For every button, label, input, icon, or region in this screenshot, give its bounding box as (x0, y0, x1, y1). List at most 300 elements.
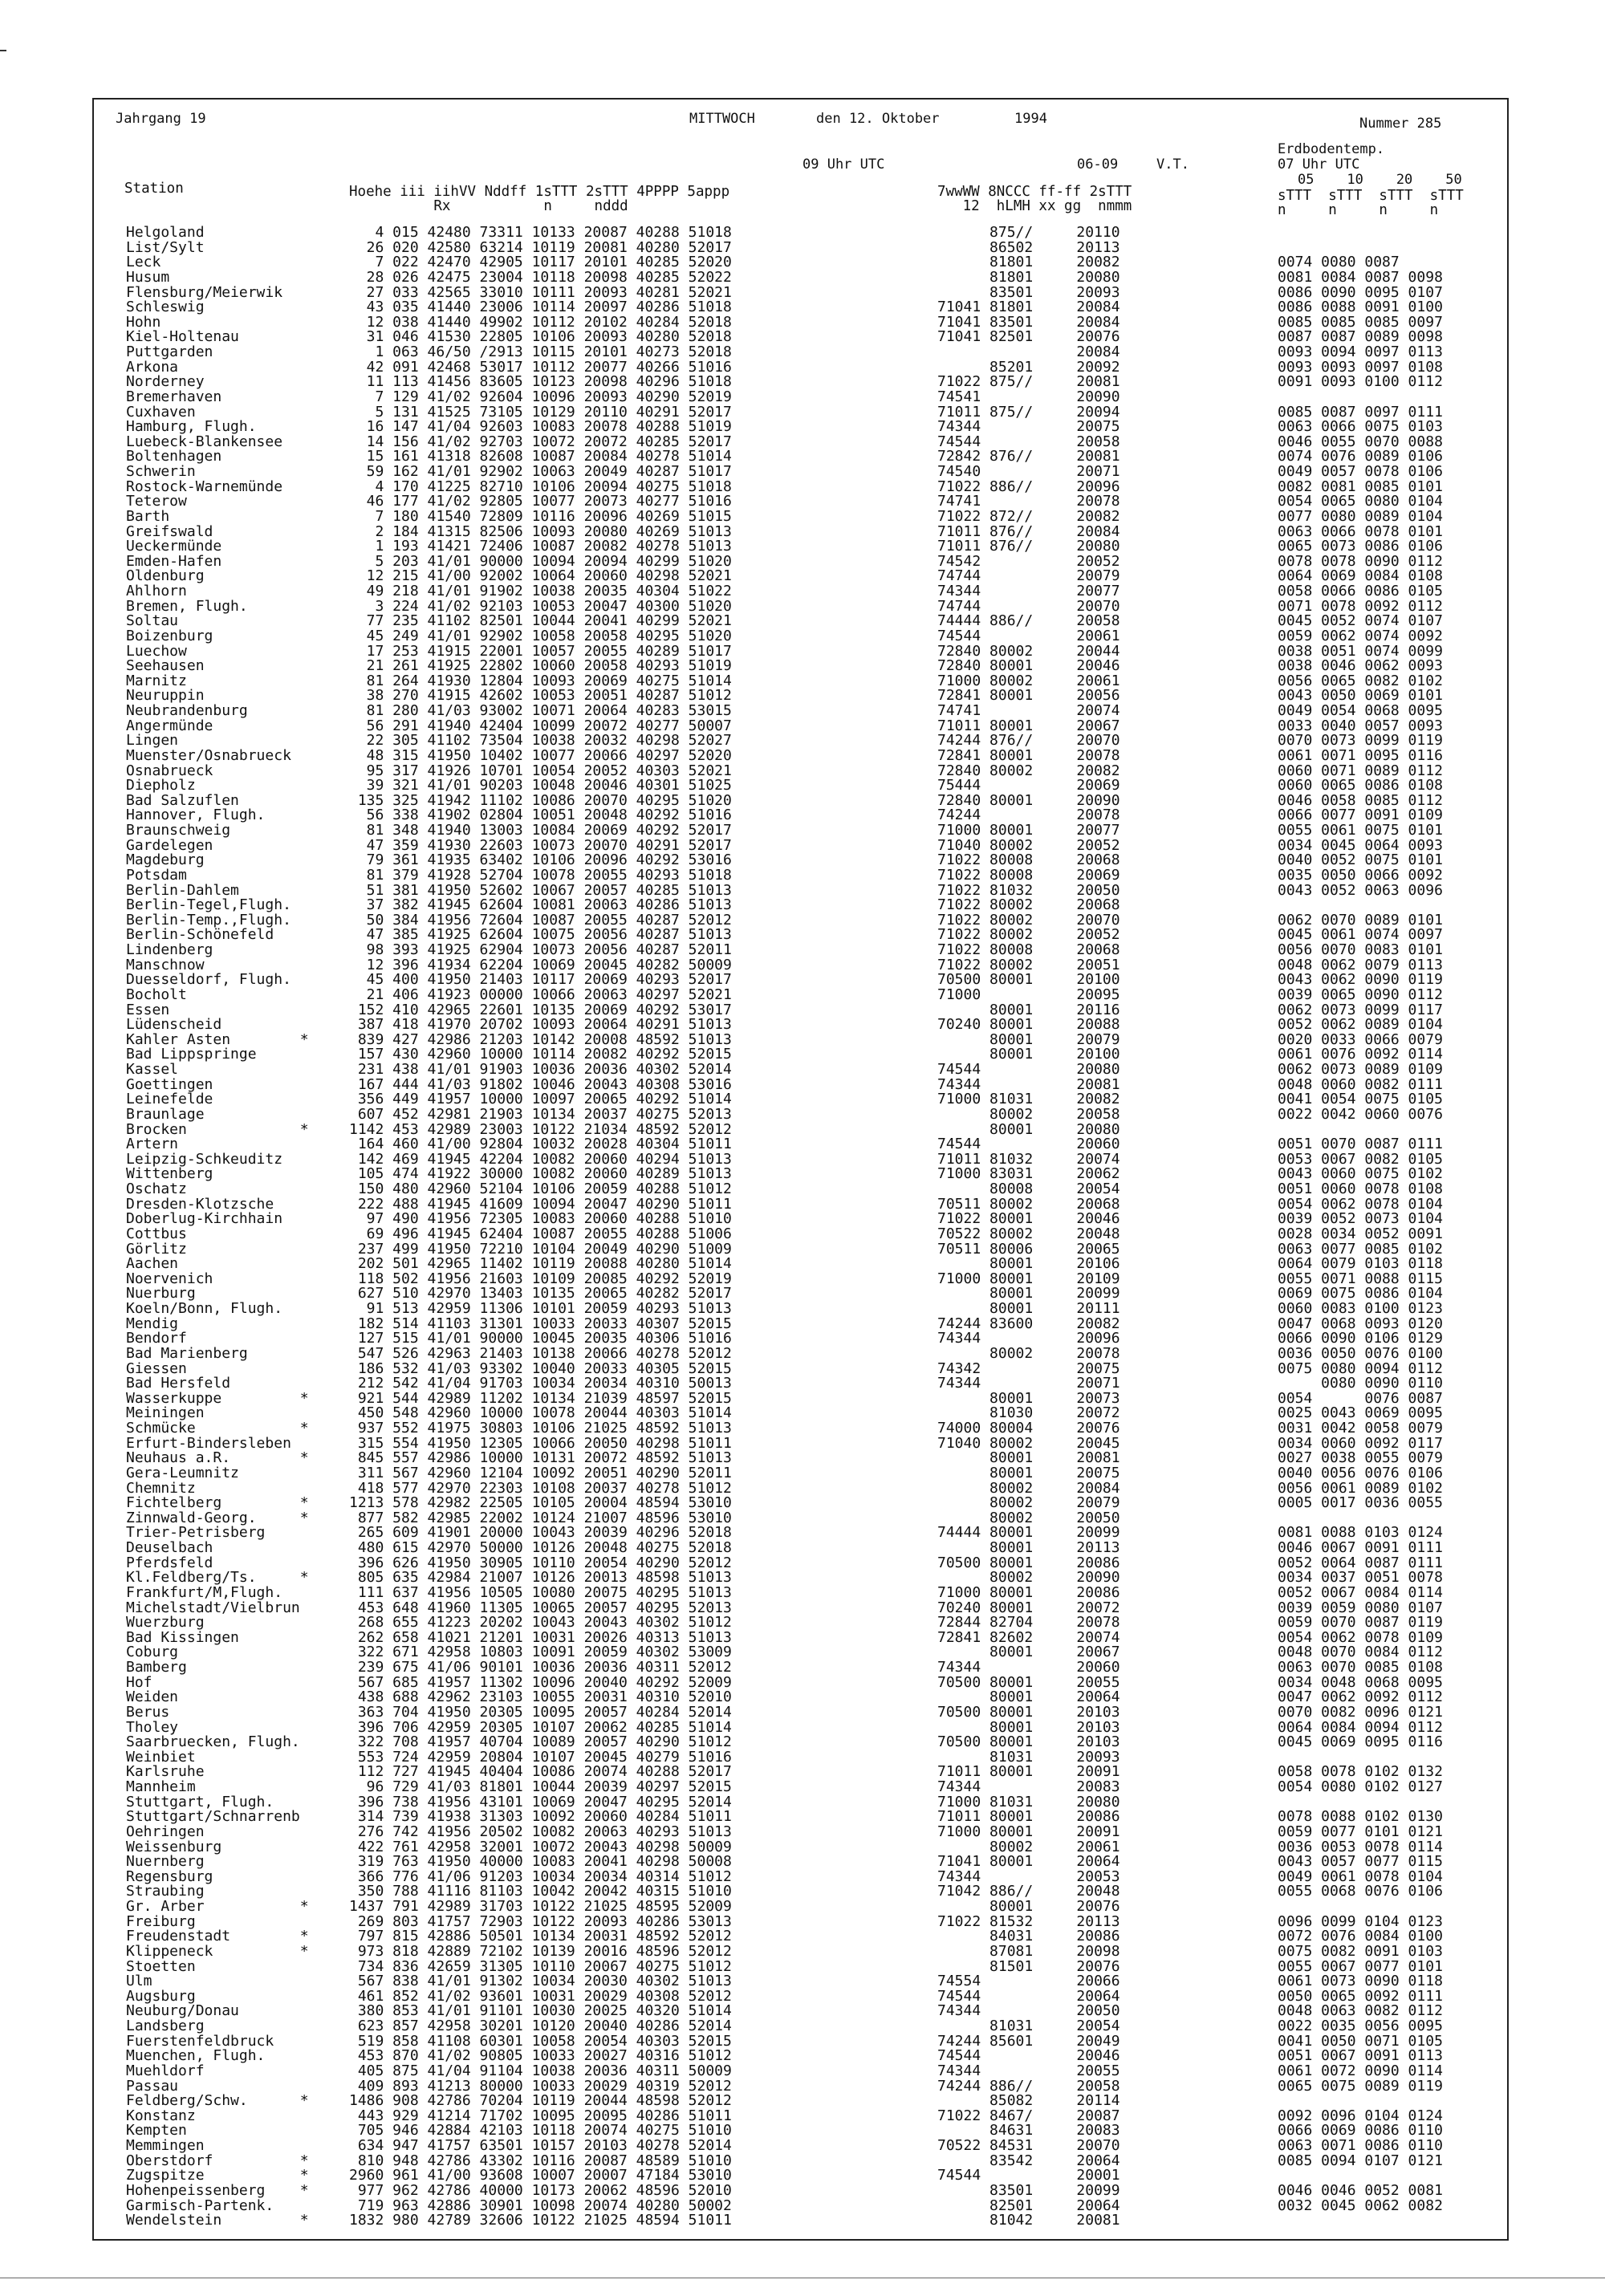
station-observation: 46 177 41/02 92805 10077 20073 40277 51016 (349, 493, 732, 510)
station-observation: 553 724 42959 20804 10107 20045 40279 51016 (349, 1748, 732, 1766)
station-weather: 74544 20058 (937, 433, 1120, 450)
station-weather: 71000 80001 20077 (937, 822, 1120, 839)
station-weather: 71041 83501 20084 (937, 313, 1120, 331)
station-name: Lüdenscheid (126, 1016, 222, 1034)
station-soil-temps: 0040 0056 0076 0106 (1278, 1464, 1443, 1481)
station-observation: 81 379 41928 52704 10078 20055 40293 51018 (349, 866, 732, 884)
station-observation: 81 348 41940 13003 10084 20069 40292 52017 (349, 822, 732, 839)
station-observation: 623 857 42958 30201 10120 20040 40286 52014 (349, 2018, 732, 2034)
station-weather: 74544 20080 (937, 1061, 1120, 1078)
station-observation: 1486 908 42786 70204 10119 20044 48598 52012 (349, 2092, 732, 2110)
station-name: Braunschweig (126, 822, 231, 839)
station-soil-temps: 0038 0051 0074 0099 (1278, 642, 1443, 660)
station-soil-temps: 0045 0052 0074 0107 (1278, 612, 1443, 630)
issue-number: Nummer 285 (1359, 116, 1442, 132)
station-weather: 70511 80002 20068 (937, 1195, 1120, 1213)
station-soil-temps: 0049 0057 0078 0106 (1278, 463, 1443, 480)
station-name: Weiden (126, 1688, 179, 1706)
station-name: Ueckermünde (126, 538, 222, 555)
station-name: Boltenhagen (126, 448, 222, 465)
station-observation: 21 406 41923 00000 10066 20063 40297 52021 (349, 985, 732, 1003)
station-weather: 80001 20076 (937, 1898, 1120, 1915)
station-observation: 105 474 41922 30000 10082 20060 40289 51013 (349, 1165, 732, 1183)
station-weather: 74244 876// 20070 (937, 732, 1120, 750)
station-name: Puttgarden (126, 343, 213, 360)
station-weather: 80002 20078 (937, 1344, 1120, 1362)
station-soil-temps: 0043 0060 0075 0102 (1278, 1165, 1443, 1183)
station-weather: 70240 80001 20072 (937, 1599, 1120, 1616)
station-observation: 363 704 41950 20305 10095 20057 40284 52014 (349, 1703, 732, 1721)
year: 1994 (1014, 111, 1047, 127)
col-header-mid-2: 12 hLMH xx gg nmmm (937, 198, 1132, 214)
station-observation: 27 033 42565 33010 10111 20093 40281 52021 (349, 283, 732, 301)
observation-column (349, 226, 732, 2229)
station-name: Schmücke * (126, 1420, 309, 1437)
station-weather: 74744 20070 (937, 597, 1120, 615)
station-weather: 74544 20060 (937, 1136, 1120, 1153)
station-name: Boizenburg (126, 627, 213, 644)
station-observation: 845 557 42986 10000 10131 20072 48592 51013 (349, 1449, 732, 1467)
station-name: Berlin-Tegel,Flugh. (126, 896, 291, 914)
station-name: Berlin-Schönefeld (126, 926, 274, 944)
station-soil-temps: 0063 0071 0086 0110 (1278, 2137, 1443, 2154)
station-observation: 1213 578 42982 22505 10105 20004 48594 53010 (349, 1494, 732, 1512)
station-name: Freudenstadt * (126, 1928, 309, 1945)
station-soil-temps: 0048 0062 0079 0113 (1278, 956, 1443, 973)
station-name: Luechow (126, 642, 187, 660)
station-soil-temps: 0075 0082 0091 0103 (1278, 1942, 1443, 1960)
station-name: Husum (126, 268, 170, 286)
station-observation: 111 637 41956 10505 10080 20075 40295 51013 (349, 1583, 732, 1601)
station-observation: 7 022 42470 42905 10117 20101 40285 52020 (349, 254, 732, 271)
station-soil-temps: 0085 0085 0085 0097 (1278, 313, 1443, 331)
station-name: Teterow (126, 493, 187, 510)
station-weather: 80001 20075 (937, 1464, 1120, 1481)
station-weather: 70500 80001 20086 (937, 1554, 1120, 1571)
station-observation: 438 688 42962 23103 10055 20031 40310 52010 (349, 1688, 732, 1706)
station-name: Leinefelde (126, 1091, 213, 1108)
station-soil-temps: 0085 0094 0107 0121 (1278, 2152, 1443, 2169)
station-soil-temps: 0059 0070 0087 0119 (1278, 1614, 1443, 1632)
station-weather: 70500 80001 20103 (937, 1733, 1120, 1751)
station-soil-temps (1278, 1900, 1443, 1915)
station-name: Duesseldorf, Flugh. (126, 971, 291, 989)
station-observation: 16 147 41/04 92603 10083 20078 40288 51019 (349, 418, 732, 436)
station-weather: 71000 81031 20082 (937, 1091, 1120, 1108)
station-soil-temps: 0071 0078 0092 0112 (1278, 597, 1443, 615)
station-observation: 311 567 42960 12104 10092 20051 40290 52011 (349, 1464, 732, 1481)
station-soil-temps: 0070 0073 0099 0119 (1278, 732, 1443, 750)
station-soil-temps: 0058 0066 0086 0105 (1278, 583, 1443, 599)
station-name: Manschnow (126, 956, 205, 973)
station-name: List/Sylt (126, 238, 205, 256)
station-soil-temps: 0055 0068 0076 0106 (1278, 1883, 1443, 1900)
station-name: Aachen (126, 1255, 179, 1273)
station-weather: 74554 20066 (937, 1973, 1120, 1990)
station-name: Mendig (126, 1315, 179, 1332)
station-name: Augsburg (126, 1987, 196, 2005)
station-observation: 839 427 42986 21203 10142 20008 48592 51013 (349, 1030, 732, 1048)
station-observation: 135 325 41942 11102 10086 20070 40295 51020 (349, 791, 732, 809)
weather-column (937, 226, 1120, 2229)
station-soil-temps: 0055 0061 0075 0101 (1278, 822, 1443, 839)
station-weather: 72842 876// 20081 (937, 448, 1120, 465)
station-observation: 11 113 41456 83605 10123 20098 40296 51018 (349, 373, 732, 391)
station-observation: 21 261 41925 22802 10060 20058 40293 51019 (349, 657, 732, 675)
station-observation: 164 460 41/00 92804 10032 20028 40304 51011 (349, 1136, 732, 1153)
station-weather: 74741 20074 (937, 702, 1120, 719)
station-observation: 45 249 41/01 92902 10058 20058 40295 51020 (349, 627, 732, 644)
station-observation: 973 818 42889 72102 10139 20016 48596 52012 (349, 1942, 732, 1960)
station-weather: 74344 20055 (937, 2062, 1120, 2079)
station-observation: 380 853 41/01 91101 10030 20025 40320 51014 (349, 2002, 732, 2020)
station-weather: 82501 20064 (937, 2196, 1120, 2214)
station-soil-temps: 0045 0061 0074 0097 (1278, 926, 1443, 944)
station-name: Bad Kissingen (126, 1628, 239, 1646)
station-name: Kiel-Holtenau (126, 328, 239, 346)
station-weather: 72841 80001 20056 (937, 687, 1120, 705)
station-name: Artern (126, 1136, 179, 1153)
station-name: Zugspitze * (126, 2167, 309, 2184)
station-name: Berlin-Temp.,Flugh. (126, 911, 291, 929)
station-observation: 409 893 41213 80000 10033 20029 40319 52012 (349, 2077, 732, 2095)
station-weather: 71022 80002 20052 (937, 926, 1120, 944)
station-observation: 734 836 42659 31305 10110 20067 40275 51012 (349, 1957, 732, 1975)
station-soil-temps: 0034 0045 0064 0093 (1278, 836, 1443, 854)
station-weather: 81501 20076 (937, 1957, 1120, 1975)
station-soil-temps: 0062 0073 0089 0109 (1278, 1061, 1443, 1078)
station-soil-temps: 0047 0062 0092 0112 (1278, 1688, 1443, 1706)
station-soil-temps: 0051 0060 0078 0108 (1278, 1181, 1443, 1197)
station-weather: 71011 876// 20084 (937, 522, 1120, 540)
station-observation: 81 280 41/03 93002 10071 20064 40283 53015 (349, 702, 732, 719)
station-soil-temps: 0078 0088 0102 0130 (1278, 1808, 1443, 1826)
station-observation: 39 321 41/01 90203 10048 20046 40301 51025 (349, 777, 732, 794)
station-observation: 150 480 42960 52104 10106 20059 40288 51012 (349, 1181, 732, 1197)
station-observation: 276 742 41956 20502 10082 20063 40293 51013 (349, 1823, 732, 1840)
station-name: Wittenberg (126, 1165, 213, 1183)
station-soil-temps: 0045 0069 0095 0116 (1278, 1733, 1443, 1751)
station-observation: 56 291 41940 42404 10099 20072 40277 50007 (349, 717, 732, 734)
station-name: Freiburg (126, 1912, 196, 1930)
station-name: Ulm (126, 1973, 152, 1990)
station-name: Kl.Feldberg/Ts. * (126, 1569, 309, 1587)
station-name: Fichtelberg * (126, 1494, 309, 1512)
station-name: Neuburg/Donau (126, 2002, 239, 2020)
station-name: Oschatz (126, 1181, 187, 1197)
station-observation: 127 515 41/01 90000 10045 20035 40306 51016 (349, 1330, 732, 1347)
station-soil-temps: 0039 0065 0090 0112 (1278, 985, 1443, 1003)
station-name: Emden-Hafen (126, 552, 222, 570)
station-name: Frankfurt/M,Flugh. (126, 1583, 283, 1601)
station-weather: 74544 20061 (937, 627, 1120, 644)
station-observation: 519 858 41108 60301 10058 20054 40303 52015 (349, 2032, 732, 2050)
station-weather: 72840 80002 20044 (937, 642, 1120, 660)
station-weather: 74344 20060 (937, 1659, 1120, 1676)
station-name: Lingen (126, 732, 179, 750)
station-observation: 51 381 41950 52602 10067 20057 40285 51013 (349, 881, 732, 899)
station-weather: 70500 80001 20103 (937, 1703, 1120, 1721)
station-name: Meiningen (126, 1404, 205, 1422)
station-weather: 71011 875// 20094 (937, 403, 1120, 421)
station-name: Hohenpeissenberg * (126, 2181, 309, 2199)
station-weather: 74540 20071 (937, 463, 1120, 480)
station-name: Passau (126, 2077, 179, 2095)
col-header-soil-2: n n n n (1278, 202, 1439, 218)
station-name: Neuhaus a.R. * (126, 1449, 309, 1467)
station-observation: 396 626 41950 30905 10110 20054 40290 52012 (349, 1554, 732, 1571)
station-soil-temps: 0091 0093 0100 0112 (1278, 373, 1443, 391)
station-soil-temps: 0022 0042 0060 0076 (1278, 1105, 1443, 1123)
station-weather: 85082 20114 (937, 2092, 1120, 2110)
station-observation: 547 526 42963 21403 10138 20066 40278 52012 (349, 1344, 732, 1362)
station-weather: 71011 876// 20080 (937, 538, 1120, 555)
station-soil-temps: 0048 0070 0084 0112 (1278, 1644, 1443, 1661)
station-observation: 350 788 41116 81103 10042 20042 40315 51010 (349, 1883, 732, 1900)
station-observation: 98 393 41925 62904 10073 20056 40287 52011 (349, 941, 732, 958)
station-name: Stoetten (126, 1957, 196, 1975)
station-weather: 80001 20111 (937, 1300, 1120, 1317)
station-weather: 71041 80001 20064 (937, 1853, 1120, 1871)
station-soil-temps: 0052 0067 0084 0114 (1278, 1583, 1443, 1601)
station-soil-temps: 0054 0080 0102 0127 (1278, 1778, 1443, 1795)
soil-temp-title: Erdbodentemp. (1278, 141, 1385, 157)
station-observation: 45 400 41950 21403 10117 20069 40293 52017 (349, 971, 732, 989)
station-weather: 80001 20116 (937, 1001, 1120, 1018)
station-weather: 70500 80001 20100 (937, 971, 1120, 989)
station-name: Nuerburg (126, 1285, 196, 1302)
station-observation: 977 962 42786 40000 10173 20062 48596 52010 (349, 2181, 732, 2199)
station-observation: 5 131 41525 73105 10129 20110 40291 52017 (349, 403, 732, 421)
soil-temp-time: 07 Uhr UTC (1278, 156, 1360, 173)
station-soil-temps: 0092 0096 0104 0124 (1278, 2107, 1443, 2124)
station-observation: 15 161 41318 82608 10087 20084 40278 51014 (349, 448, 732, 465)
station-name: Bad Lippspringe (126, 1046, 257, 1063)
station-name: Essen (126, 1001, 170, 1018)
station-observation: 719 963 42886 30901 10098 20074 40280 50002 (349, 2196, 732, 2214)
station-soil-temps: 0051 0070 0087 0111 (1278, 1136, 1443, 1153)
station-soil-temps: 0082 0081 0085 0101 (1278, 477, 1443, 495)
station-soil-temps: 0063 0066 0078 0101 (1278, 522, 1443, 540)
station-weather: 70522 84531 20070 (937, 2137, 1120, 2154)
station-name: Greifswald (126, 522, 213, 540)
station-weather: 80002 20079 (937, 1494, 1120, 1512)
station-weather: 74744 20079 (937, 567, 1120, 585)
station-weather: 74542 20052 (937, 552, 1120, 570)
station-observation: 453 648 41960 11305 10065 20057 40295 52013 (349, 1599, 732, 1616)
station-weather: 71022 81032 20050 (937, 881, 1120, 899)
station-soil-temps: 0022 0035 0056 0095 (1278, 2018, 1443, 2034)
station-soil-temps (1278, 2213, 1443, 2229)
station-name: Chemnitz (126, 1479, 196, 1497)
station-soil-temps: 0075 0080 0094 0112 (1278, 1359, 1443, 1377)
station-soil-temps: 0062 0070 0089 0101 (1278, 911, 1443, 929)
station-name: Ahlhorn (126, 583, 187, 599)
station-name: Stuttgart/Schnarrenb (126, 1808, 300, 1826)
station-name: Doberlug-Kirchhain (126, 1210, 283, 1228)
station-soil-temps: 0054 0065 0080 0104 (1278, 493, 1443, 510)
station-weather: 74342 20075 (937, 1359, 1120, 1377)
station-name: Helgoland (126, 224, 205, 241)
station-name: Nuernberg (126, 1853, 205, 1871)
station-name: Gardelegen (126, 836, 213, 854)
station-observation: 269 803 41757 72903 10122 20093 40286 53013 (349, 1912, 732, 1930)
station-observation: 607 452 42981 21903 10134 20037 40275 52013 (349, 1105, 732, 1123)
station-weather: 80001 20064 (937, 1688, 1120, 1706)
station-weather: 71011 80001 20067 (937, 717, 1120, 734)
station-soil-temps: 0051 0067 0091 0113 (1278, 2047, 1443, 2065)
station-name: Cuxhaven (126, 403, 196, 421)
station-soil-temps: 0080 0090 0110 (1278, 1375, 1443, 1392)
station-observation: 634 947 41757 63501 10157 20103 40278 52014 (349, 2137, 732, 2154)
station-weather: 74344 20081 (937, 1075, 1120, 1093)
station-observation: 356 449 41957 10000 10097 20065 40292 51014 (349, 1091, 732, 1108)
station-weather: 71000 80002 20061 (937, 672, 1120, 689)
station-name: Kassel (126, 1061, 179, 1078)
col-header-main-2: Rx n nddd (349, 198, 628, 214)
station-soil-temps: 0032 0045 0062 0082 (1278, 2196, 1443, 2214)
station-weather: 71011 81032 20074 (937, 1150, 1120, 1168)
station-observation: 265 609 41901 20000 10043 20039 40296 52018 (349, 1524, 732, 1542)
station-name: Marnitz (126, 672, 187, 689)
station-observation: 396 738 41956 43101 10069 20047 40295 52014 (349, 1793, 732, 1810)
station-weather: 72840 80001 20046 (937, 657, 1120, 675)
station-observation: 461 852 41/02 93601 10031 20029 40308 52012 (349, 1987, 732, 2005)
station-name: Koeln/Bonn, Flugh. (126, 1300, 283, 1317)
station-name: Bremen, Flugh. (126, 597, 248, 615)
station-name: Brocken * (126, 1120, 309, 1138)
station-soil-temps: 0025 0043 0069 0095 (1278, 1404, 1443, 1422)
station-observation: 268 655 41223 20202 10043 20043 40302 51012 (349, 1614, 732, 1632)
station-soil-temps: 0050 0065 0092 0111 (1278, 1987, 1443, 2005)
station-column (126, 226, 309, 2229)
station-name: Weissenburg (126, 1838, 222, 1855)
station-name: Goettingen (126, 1075, 213, 1093)
station-weather: 71022 80008 20069 (937, 866, 1120, 884)
station-observation: 37 382 41945 62604 10081 20063 40286 51013 (349, 896, 732, 914)
station-name: Straubing (126, 1883, 205, 1900)
station-soil-temps: 0058 0078 0102 0132 (1278, 1763, 1443, 1781)
station-weather: 72841 82602 20074 (937, 1628, 1120, 1646)
station-weather: 80001 20103 (937, 1718, 1120, 1736)
station-soil-temps: 0064 0084 0094 0112 (1278, 1718, 1443, 1736)
station-soil-temps: 0081 0084 0087 0098 (1278, 268, 1443, 286)
station-observation: 12 038 41440 49902 10112 20102 40284 52018 (349, 313, 732, 331)
station-observation: 314 739 41938 31303 10092 20060 40284 51011 (349, 1808, 732, 1826)
station-observation: 627 510 42970 13403 10135 20065 40282 52017 (349, 1285, 732, 1302)
station-weather: 71022 872// 20082 (937, 507, 1120, 525)
weekday: MITTWOCH (689, 111, 755, 127)
station-name: Hohn (126, 313, 161, 331)
station-weather: 74544 20046 (937, 2047, 1120, 2065)
station-heading: Station (124, 181, 184, 197)
station-soil-temps: 0070 0082 0096 0121 (1278, 1703, 1443, 1721)
station-weather: 71022 8467/ 20087 (937, 2107, 1120, 2124)
station-observation: 38 270 41915 42602 10053 20051 40287 51012 (349, 687, 732, 705)
station-soil-temps: 0053 0067 0082 0105 (1278, 1150, 1443, 1168)
station-observation: 118 502 41956 21603 10109 20085 40292 52019 (349, 1270, 732, 1287)
station-observation: 3 224 41/02 92103 10053 20047 40300 51020 (349, 597, 732, 615)
station-soil-temps: 0063 0066 0075 0103 (1278, 418, 1443, 436)
station-weather: 72844 82704 20078 (937, 1614, 1120, 1632)
station-name: Diepholz (126, 777, 196, 794)
station-name: Hamburg, Flugh. (126, 418, 257, 436)
station-observation: 59 162 41/01 92902 10063 20049 40287 51017 (349, 463, 732, 480)
station-name: Bamberg (126, 1659, 187, 1676)
station-observation: 1832 980 42789 32606 10122 21025 48594 51011 (349, 2212, 732, 2229)
station-weather: 85201 20092 (937, 358, 1120, 376)
station-soil-temps: 0056 0061 0089 0102 (1278, 1479, 1443, 1497)
station-name: Coburg (126, 1644, 179, 1661)
station-observation: 2960 961 41/00 93608 10007 20007 47184 53010 (349, 2167, 732, 2184)
station-weather: 80001 20113 (937, 1539, 1120, 1556)
station-weather: 83501 20093 (937, 283, 1120, 301)
station-weather: 71022 875// 20081 (937, 373, 1120, 391)
station-soil-temps: 0043 0052 0063 0096 (1278, 881, 1443, 899)
station-name: Arkona (126, 358, 179, 376)
station-weather: 74344 20083 (937, 1778, 1120, 1795)
station-name: Barth (126, 507, 170, 525)
station-name: Muenchen, Flugh. (126, 2047, 266, 2065)
station-weather: 71011 80001 20091 (937, 1763, 1120, 1781)
station-weather: 74244 83600 20082 (937, 1315, 1120, 1332)
station-observation: 480 615 42970 50000 10126 20048 40275 52018 (349, 1539, 732, 1556)
station-weather: 71041 82501 20076 (937, 328, 1120, 346)
station-weather: 84631 20083 (937, 2122, 1120, 2140)
station-weather: 71000 83031 20062 (937, 1165, 1120, 1183)
station-weather: 71042 886// 20048 (937, 1883, 1120, 1900)
station-soil-temps: 0034 0037 0051 0078 (1278, 1569, 1443, 1587)
station-soil-temps: 0066 0077 0091 0109 (1278, 807, 1443, 824)
station-weather: 81031 20093 (937, 1748, 1120, 1766)
station-observation: 5 203 41/01 90000 10094 20094 40299 51020 (349, 552, 732, 570)
group-09-utc: 09 Uhr UTC (802, 156, 885, 173)
station-soil-temps: 0054 0062 0078 0109 (1278, 1628, 1443, 1646)
station-weather: 70522 80002 20048 (937, 1225, 1120, 1242)
station-name: Potsdam (126, 866, 187, 884)
col-header-soil-1: sTTT sTTT sTTT sTTT (1278, 188, 1464, 204)
station-soil-temps: 0041 0050 0071 0105 (1278, 2032, 1443, 2050)
station-weather: 875// 20110 (937, 224, 1120, 241)
station-observation: 157 430 42960 10000 10114 20082 40292 52015 (349, 1046, 732, 1063)
station-name: Wendelstein * (126, 2212, 309, 2229)
station-weather: 71040 80002 20052 (937, 836, 1120, 854)
station-soil-temps: 0046 0046 0052 0081 (1278, 2181, 1443, 2199)
station-name: Neubrandenburg (126, 702, 248, 719)
station-name: Schwerin (126, 463, 196, 480)
station-observation: 186 532 41/03 93302 10040 20033 40305 52015 (349, 1359, 732, 1377)
station-soil-temps: 0063 0077 0085 0102 (1278, 1240, 1443, 1258)
station-observation: 142 469 41945 42204 10082 20060 40294 51013 (349, 1150, 732, 1168)
station-name: Görlitz (126, 1240, 187, 1258)
station-weather: 71000 80001 20109 (937, 1270, 1120, 1287)
station-name: Giessen (126, 1359, 187, 1377)
station-soil-temps: 0046 0055 0070 0088 (1278, 433, 1443, 450)
station-weather: 74444 80001 20099 (937, 1524, 1120, 1542)
station-observation: 810 948 42786 43302 10116 20087 48589 51010 (349, 2152, 732, 2169)
station-observation: 69 496 41945 62404 10087 20055 40288 51006 (349, 1225, 732, 1242)
station-weather: 71011 80001 20086 (937, 1808, 1120, 1826)
station-soil-temps: 0039 0052 0073 0104 (1278, 1210, 1443, 1228)
station-observation: 49 218 41/01 91902 10038 20035 40304 51022 (349, 583, 732, 599)
station-observation: 47 385 41925 62604 10075 20056 40287 51013 (349, 926, 732, 944)
station-name: Konstanz (126, 2107, 196, 2124)
station-observation: 14 156 41/02 92703 10072 20072 40285 52017 (349, 433, 732, 450)
station-weather: 71022 81532 20113 (937, 1912, 1120, 1930)
station-name: Neuruppin (126, 687, 205, 705)
station-soil-temps: 0059 0062 0074 0092 (1278, 627, 1443, 644)
station-soil-temps: 0059 0077 0101 0121 (1278, 1823, 1443, 1840)
